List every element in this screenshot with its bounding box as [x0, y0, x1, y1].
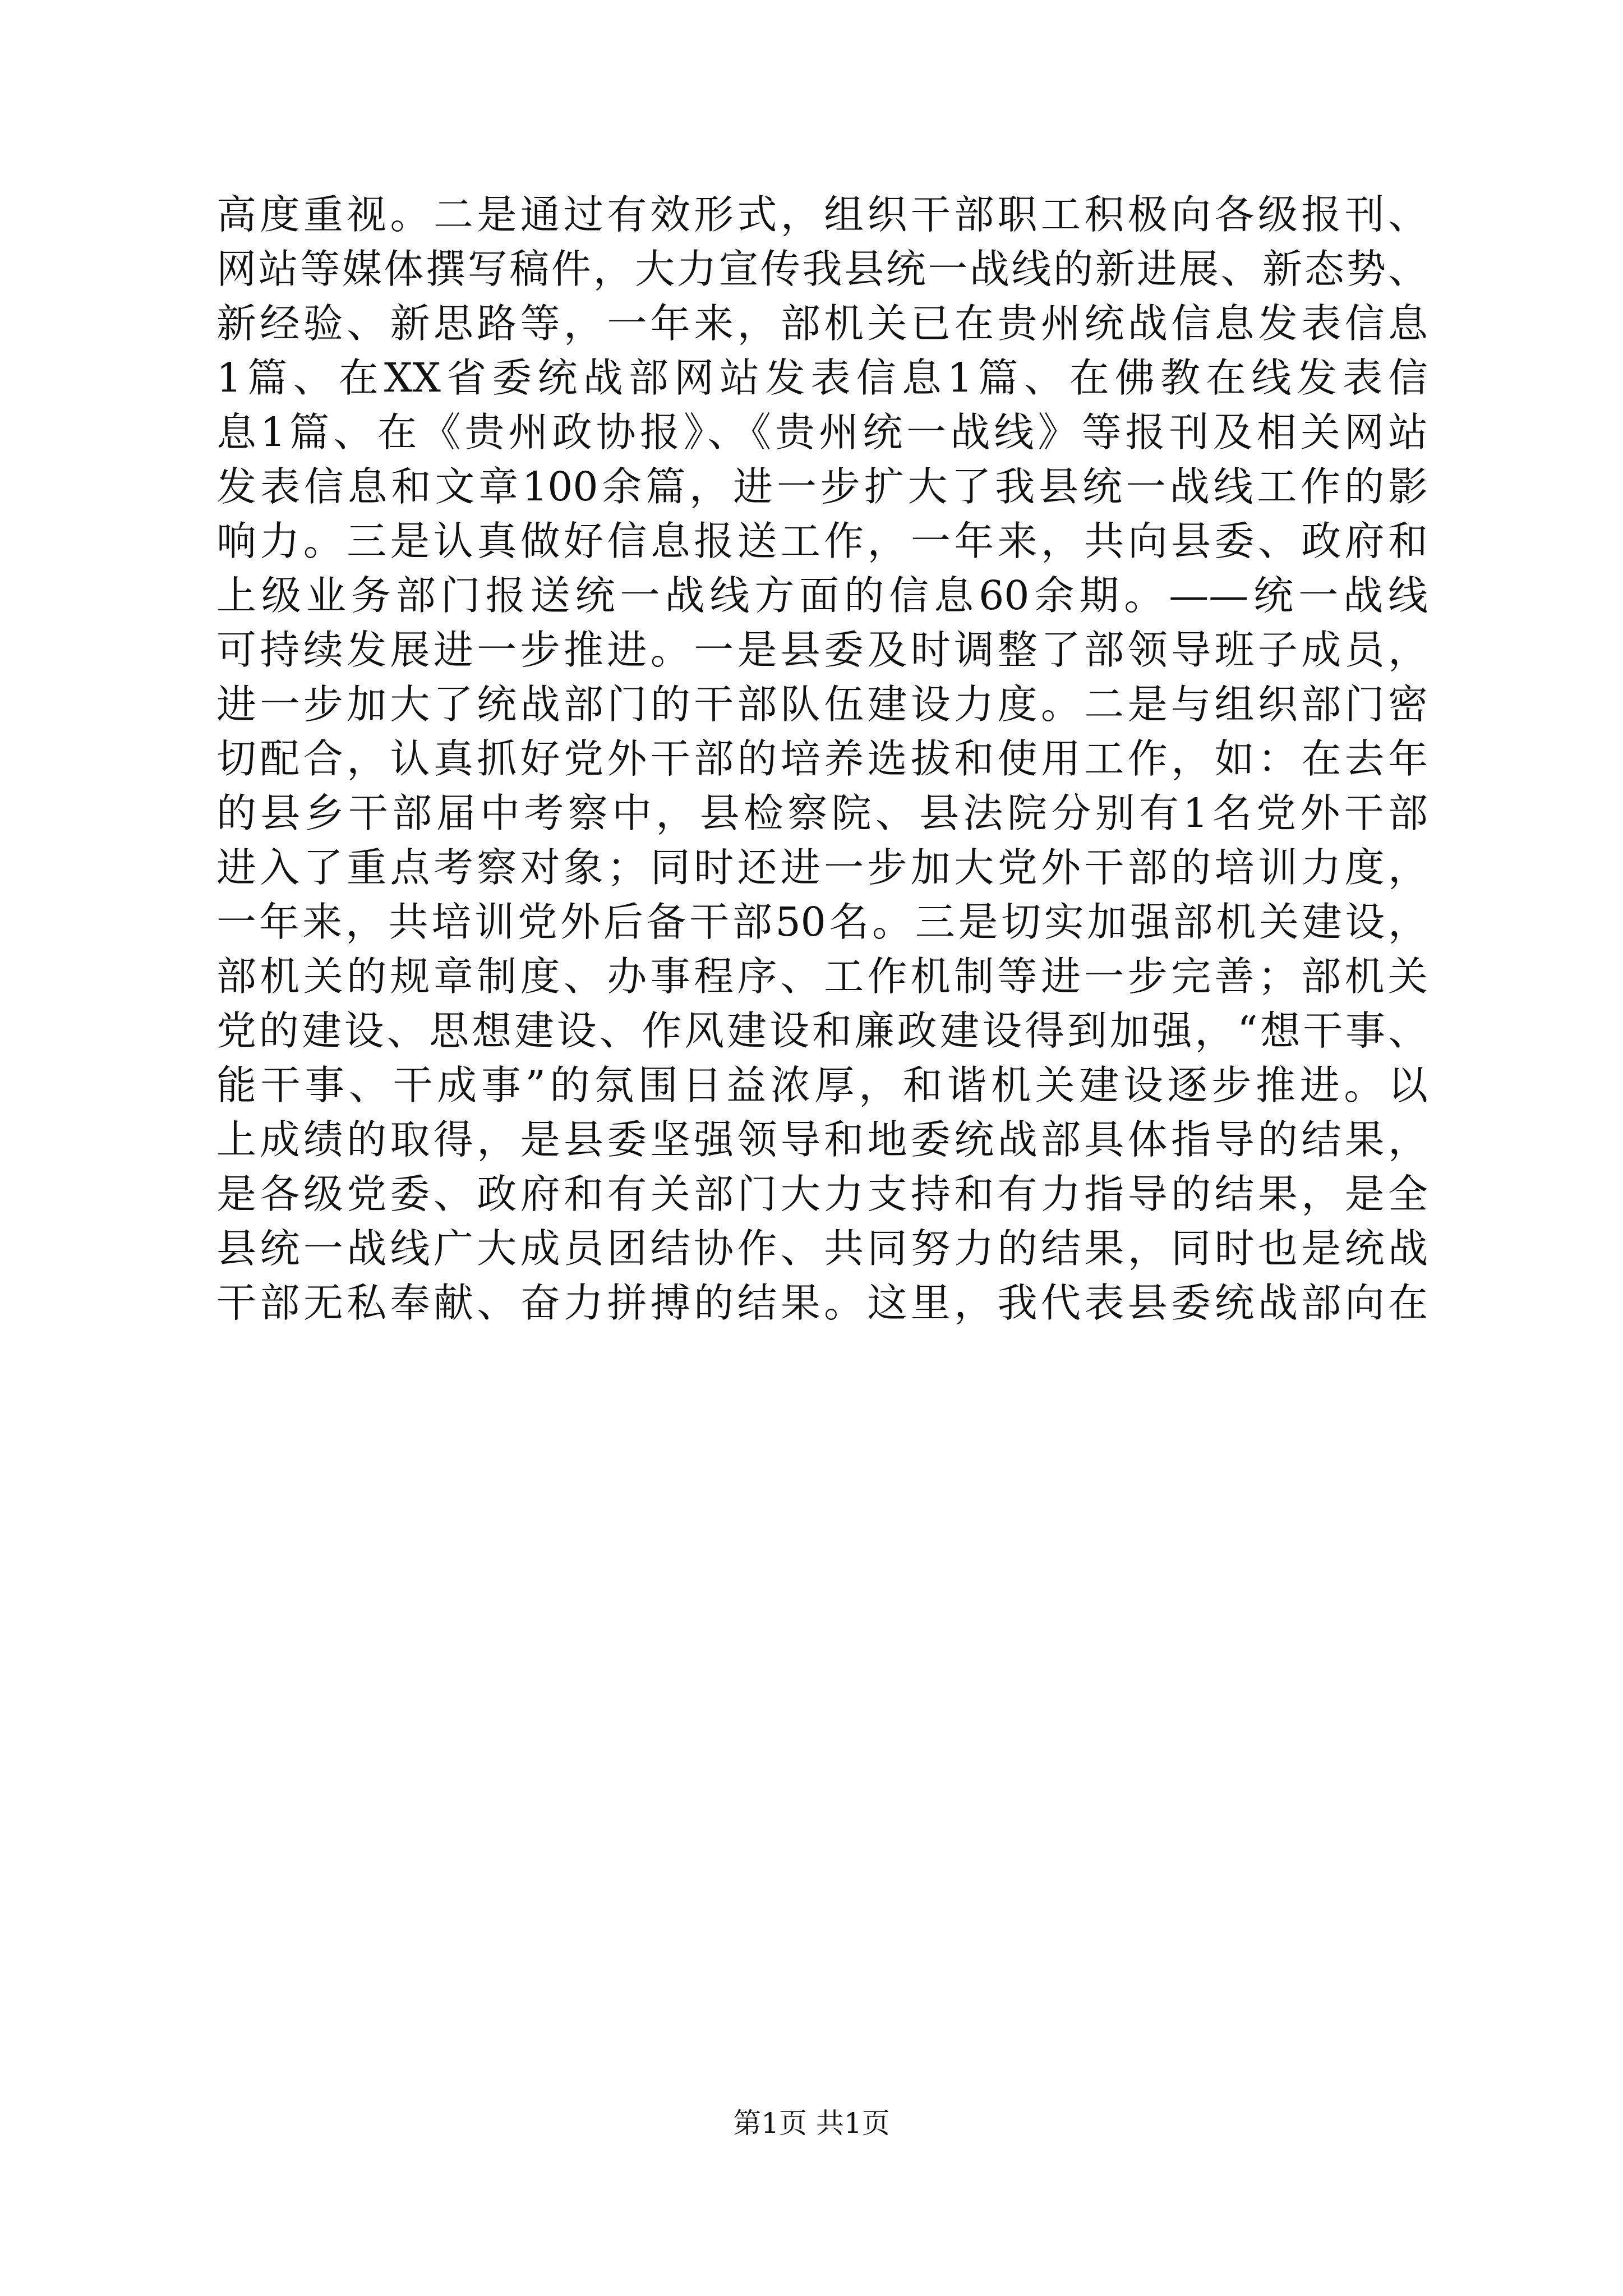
text-line: 一年来，共培训党外后备干部50名。三是切实加强部机关建设， [216, 899, 1428, 945]
text-line: 可持续发展进一步推进。一是县委及时调整了部领导班子成员， [216, 627, 1428, 673]
text-line: 是各级党委、政府和有关部门大力支持和有力指导的结果，是全 [216, 1171, 1428, 1217]
text-line: 切配合，认真抓好党外干部的培养选拔和使用工作，如：在去年 [216, 735, 1428, 782]
text-line: 的县乡干部届中考察中，县检察院、县法院分别有1名党外干部 [216, 790, 1428, 836]
text-line: 干部无私奉献、奋力拼搏的结果。这里，我代表县委统战部向在 [216, 1280, 1428, 1326]
text-line: 上级业务部门报送统一战线方面的信息60余期。——统一战线 [216, 572, 1428, 619]
text-line: 能干事、干成事”的氛围日益浓厚，和谐机关建设逐步推进。以 [216, 1062, 1428, 1108]
text-line: 息1篇、在《贵州政协报》、《贵州统一战线》等报刊及相关网站 [216, 409, 1428, 455]
text-line: 新经验、新思路等，一年来，部机关已在贵州统战信息发表信息 [216, 300, 1428, 347]
text-line: 上成绩的取得，是县委坚强领导和地委统战部具体指导的结果， [216, 1116, 1428, 1163]
text-line: 响力。三是认真做好信息报送工作，一年来，共向县委、政府和 [216, 518, 1428, 564]
text-line: 党的建设、思想建设、作风建设和廉政建设得到加强，“想干事、 [216, 1007, 1428, 1054]
text-line: 1篇、在XX省委统战部网站发表信息1篇、在佛教在线发表信 [216, 355, 1428, 401]
body-text [216, 187, 1428, 1330]
text-line: 进一步加大了统战部门的干部队伍建设力度。二是与组织部门密 [216, 681, 1428, 728]
text-line: 进入了重点考察对象；同时还进一步加大党外干部的培训力度， [216, 844, 1428, 891]
text-line: 网站等媒体撰写稿件，大力宣传我县统一战线的新进展、新态势、 [216, 246, 1428, 292]
text-line: 部机关的规章制度、办事程序、工作机制等进一步完善；部机关 [216, 953, 1428, 1000]
text-line: 县统一战线广大成员团结协作、共同努力的结果，同时也是统战 [216, 1225, 1428, 1272]
text-line: 高度重视。二是通过有效形式，组织干部职工积极向各级报刊、 [216, 191, 1428, 238]
page-number-label: 第1页 共1页 [733, 2107, 890, 2139]
page-footer [0, 2101, 1623, 2141]
text-line: 发表信息和文章100余篇，进一步扩大了我县统一战线工作的影 [216, 463, 1428, 510]
